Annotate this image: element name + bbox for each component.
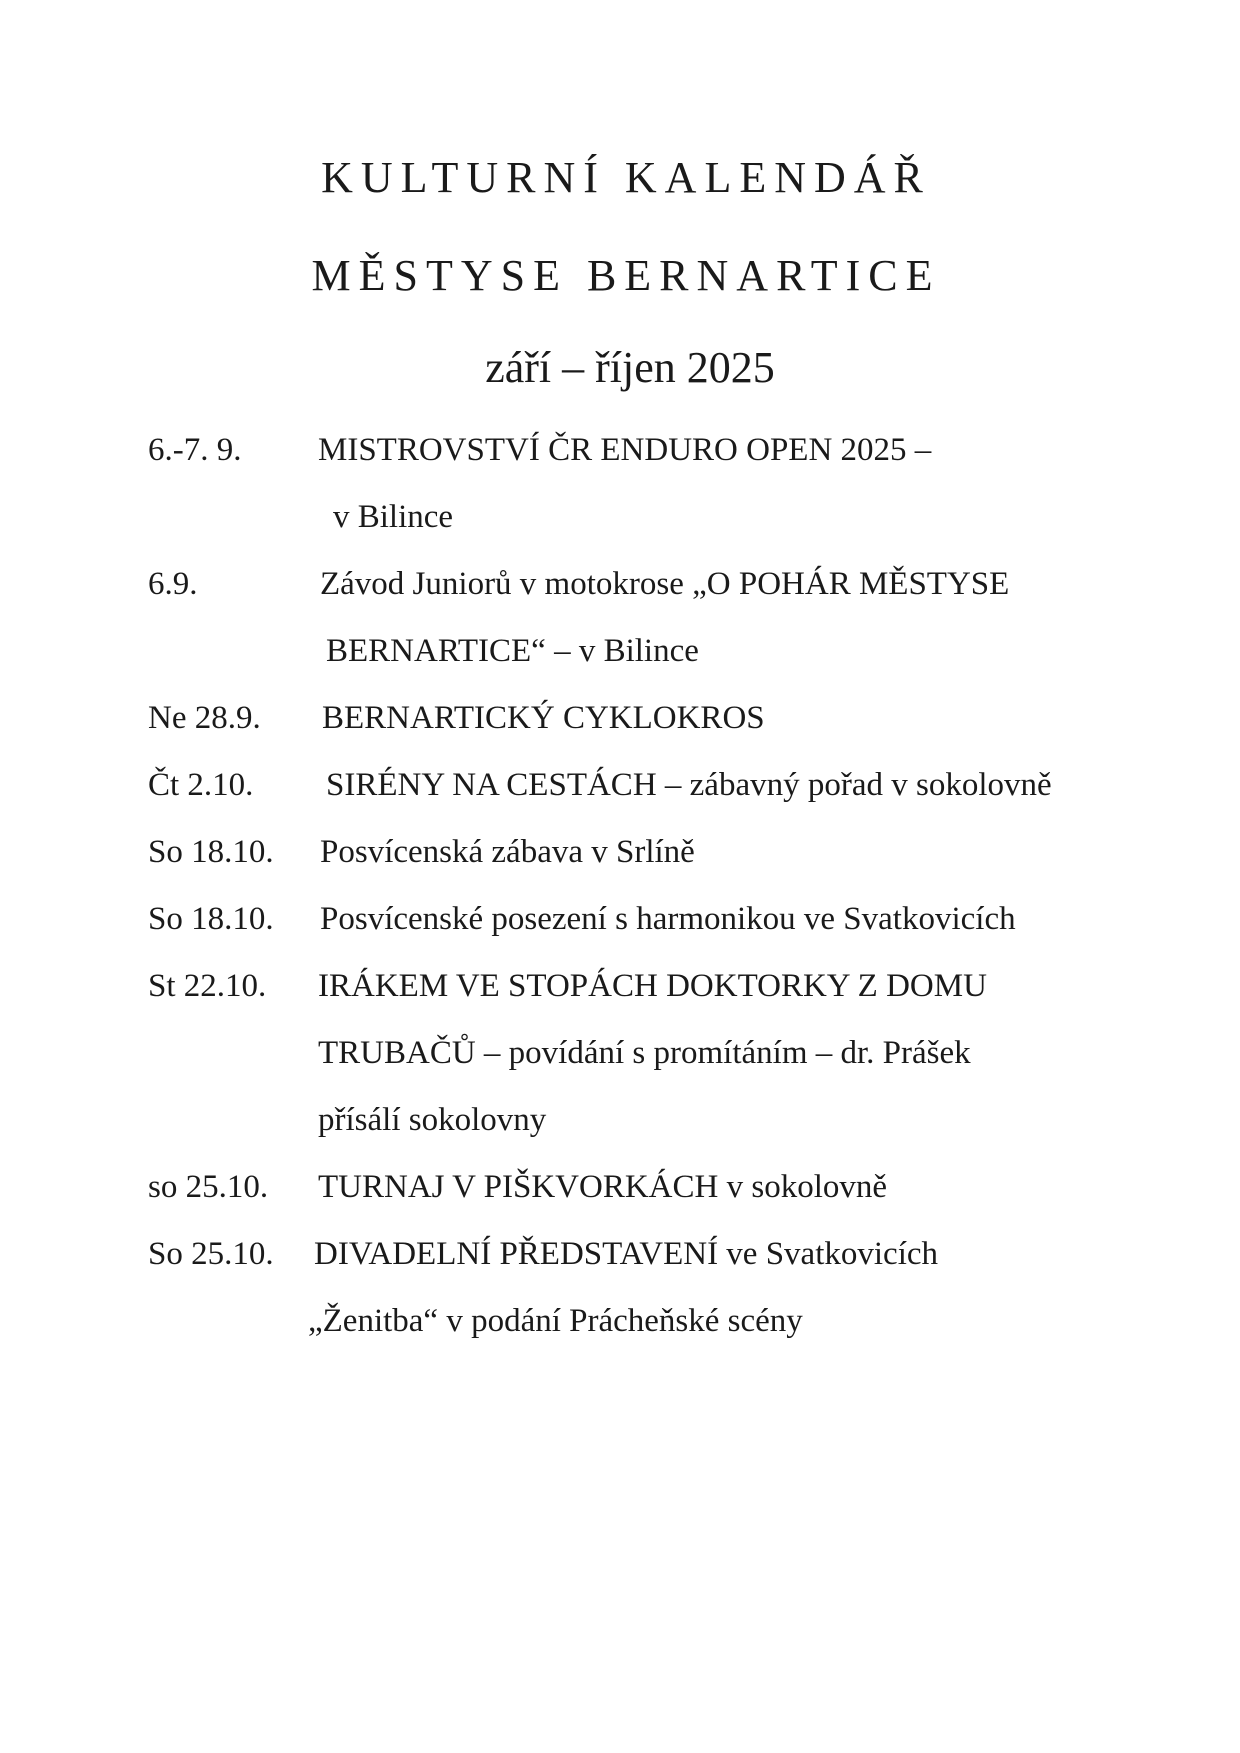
event-text: Posvícenská zábava v Srlíně [320,834,695,870]
event-date: So 18.10. [148,834,274,870]
event-text: BERNARTICKÝ CYKLOKROS [322,700,765,736]
event-text: BERNARTICE“ – v Bilince [326,633,699,669]
event-date: So 25.10. [148,1236,274,1272]
event-date: Ne 28.9. [148,700,261,736]
event-text: TRUBAČŮ – povídání s promítáním – dr. Prášek [318,1035,971,1071]
title-line-2: MĚSTYSE BERNARTICE [311,251,941,300]
event-text: IRÁKEM VE STOPÁCH DOKTORKY Z DOMU [318,968,987,1004]
event-text: přísálí sokolovny [318,1102,547,1138]
event-text: Závod Juniorů v motokrose „O POHÁR MĚSTYSE [320,566,1010,602]
event-text: DIVADELNÍ PŘEDSTAVENÍ ve Svatkovicích [314,1236,939,1272]
title-line-1: KULTURNÍ KALENDÁŘ [321,153,931,202]
event-date: Čt 2.10. [148,767,254,803]
event-text: MISTROVSTVÍ ČR ENDURO OPEN 2025 – [318,432,932,468]
event-date: So 18.10. [148,901,274,937]
event-date: 6.9. [148,566,198,602]
event-date: St 22.10. [148,968,267,1004]
event-text: TURNAJ V PIŠKVORKÁCH v sokolovně [318,1169,888,1205]
event-text: SIRÉNY NA CESTÁCH – zábavný pořad v sokolovně [326,767,1052,803]
event-text: v Bilince [333,499,454,535]
event-date: so 25.10. [148,1169,269,1205]
event-text: „Ženitba“ v podání Prácheňské scény [308,1303,803,1339]
event-date: 6.-7. 9. [148,432,242,468]
event-text: Posvícenské posezení s harmonikou ve Svatkovicích [320,901,1016,937]
period-subtitle: září – říjen 2025 [485,343,775,392]
